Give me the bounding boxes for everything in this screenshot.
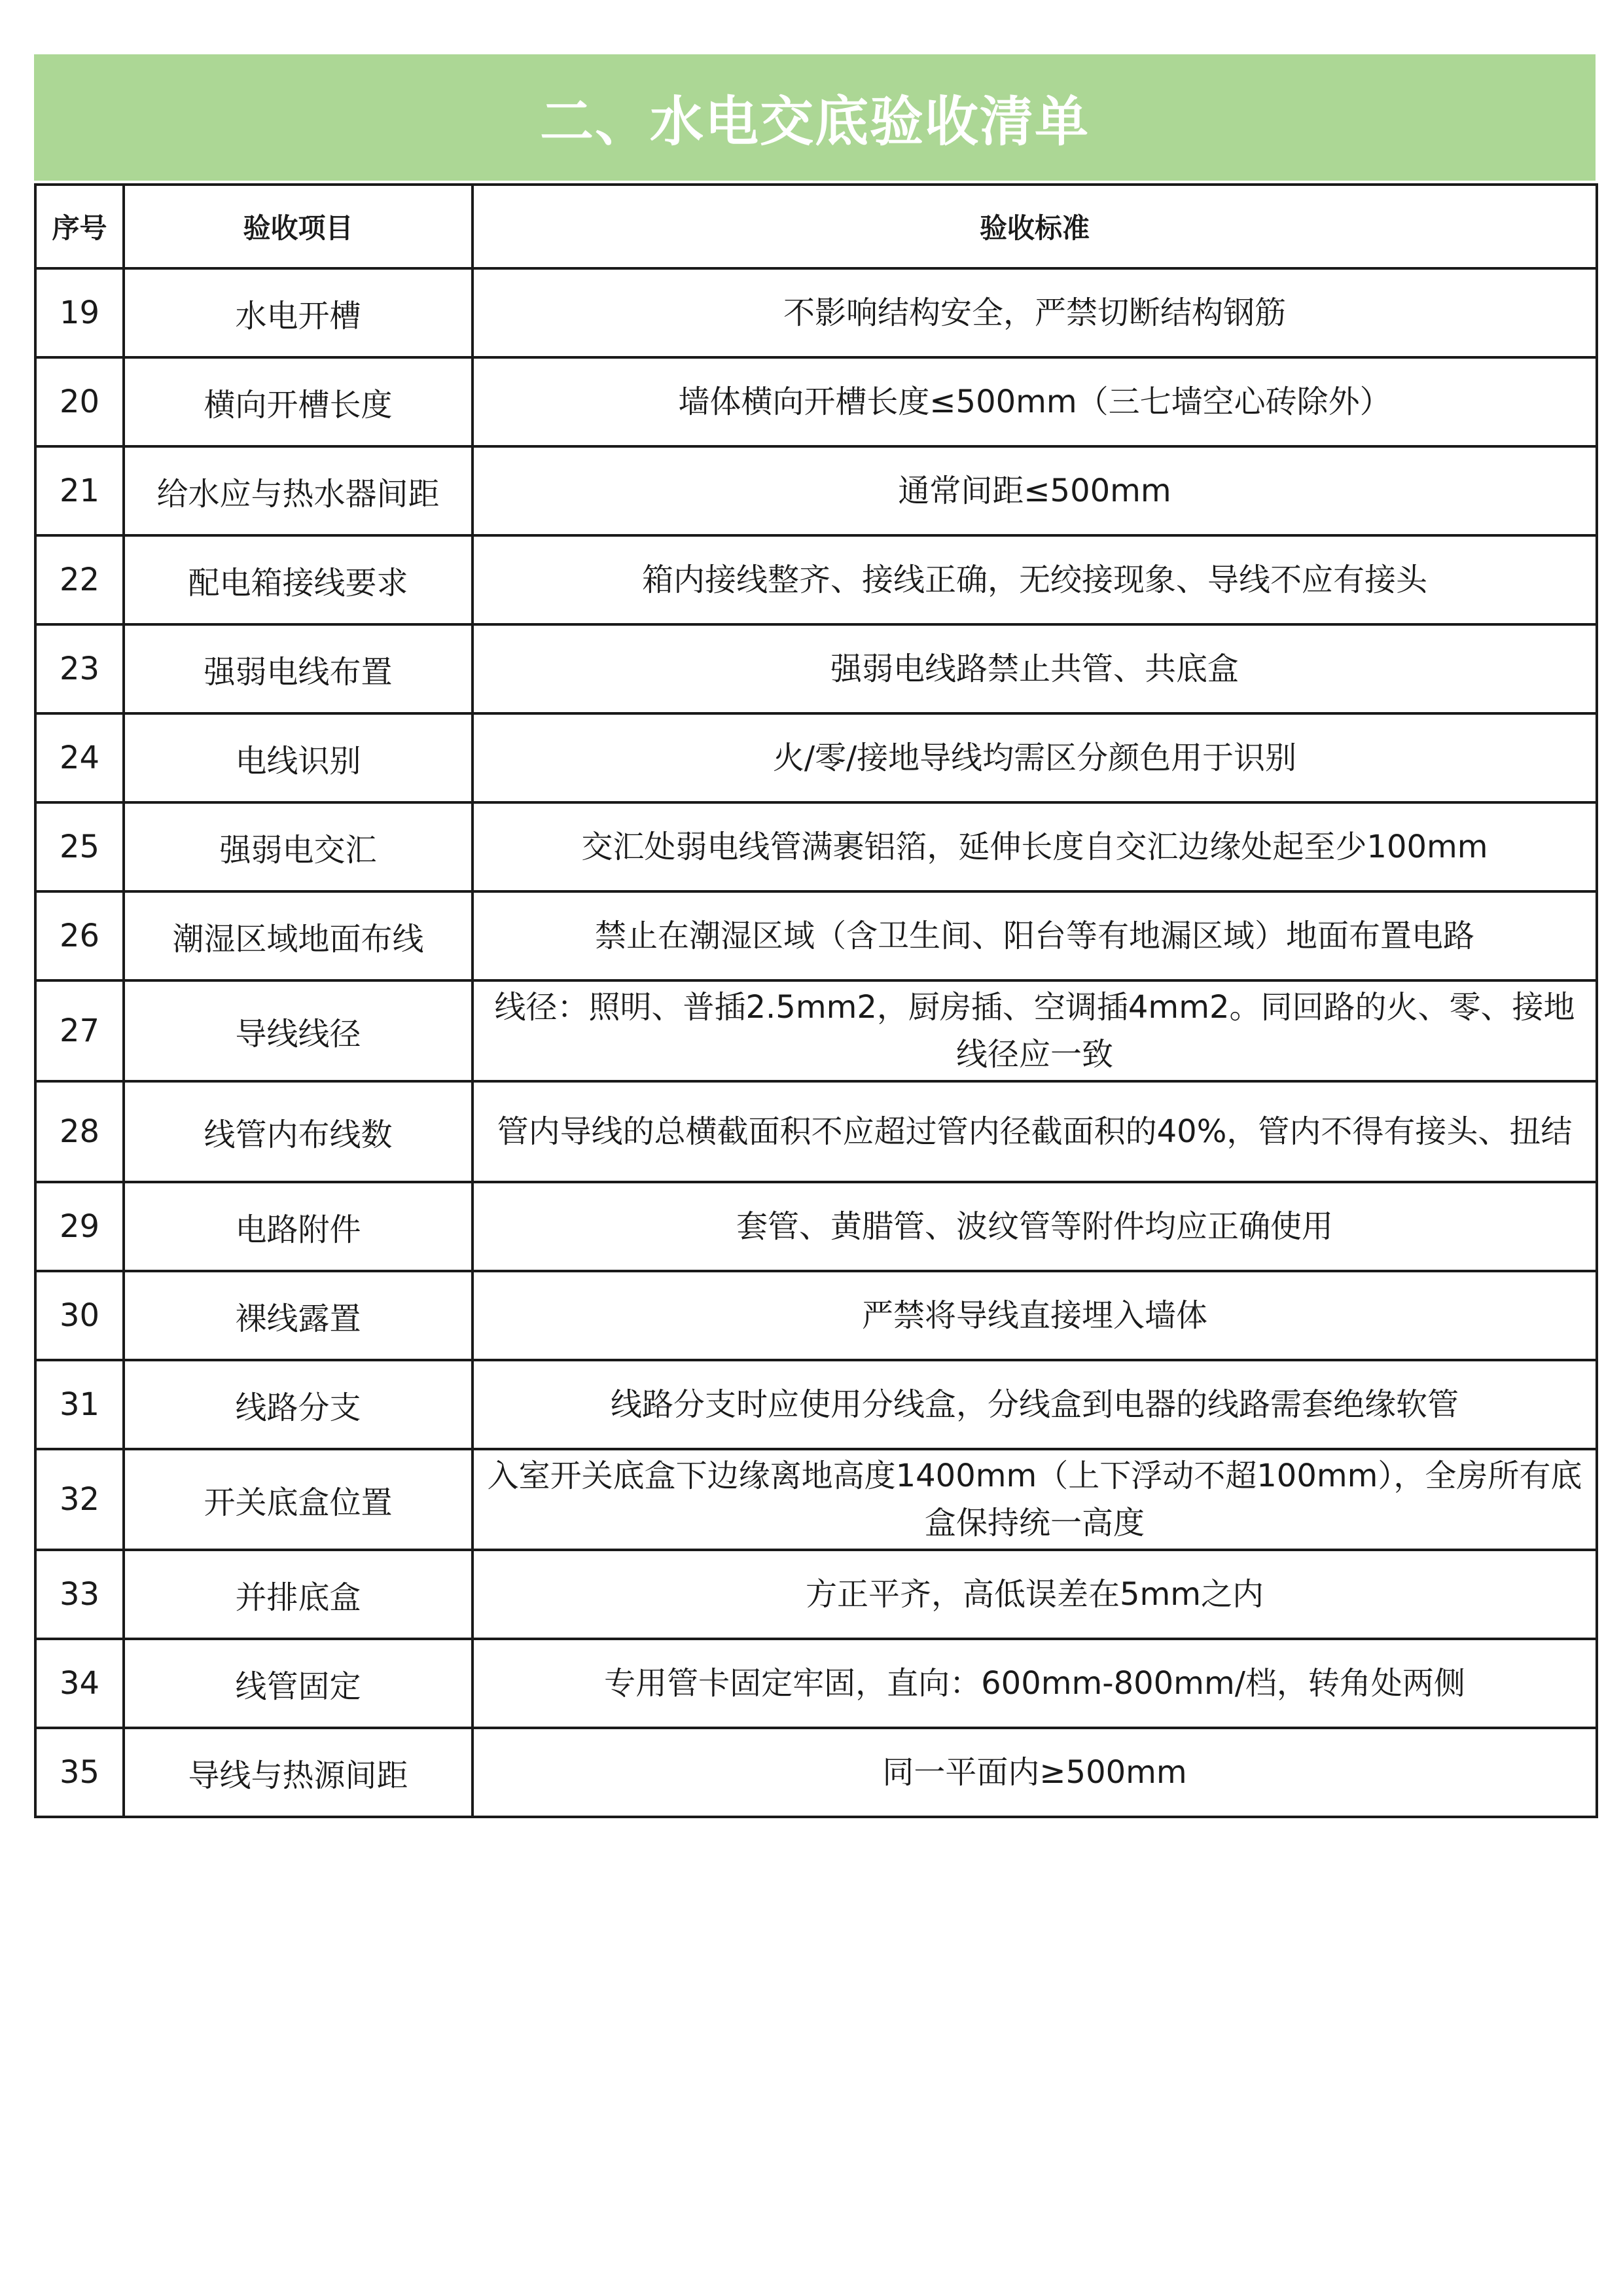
checklist-sheet (34, 54, 1596, 1818)
row-item: 强弱电线布置 (124, 624, 473, 713)
row-no: 19 (35, 268, 124, 357)
row-item: 电路附件 (124, 1182, 473, 1271)
row-standard: 交汇处弱电线管满裹铝箔，延伸长度自交汇边缘处起至少100mm (473, 802, 1597, 891)
row-standard: 不影响结构安全，严禁切断结构钢筋 (473, 268, 1597, 357)
row-standard: 管内导线的总横截面积不应超过管内径截面积的40%，管内不得有接头、扭结 (473, 1081, 1597, 1182)
row-standard: 线径：照明、普插2.5mm2，厨房插、空调插4mm2。同回路的火、零、接地线径应一致 (473, 980, 1597, 1081)
row-no: 20 (35, 357, 124, 446)
row-standard: 箱内接线整齐、接线正确，无绞接现象、导线不应有接头 (473, 535, 1597, 624)
table-row (35, 980, 1597, 1081)
table-row (35, 891, 1597, 980)
row-standard: 强弱电线路禁止共管、共底盒 (473, 624, 1597, 713)
row-item: 线管固定 (124, 1639, 473, 1728)
row-standard: 通常间距≤500mm (473, 446, 1597, 535)
row-no: 21 (35, 446, 124, 535)
table-row (35, 1271, 1597, 1360)
table-row (35, 1728, 1597, 1817)
row-no: 23 (35, 624, 124, 713)
row-item: 并排底盒 (124, 1550, 473, 1639)
row-no: 31 (35, 1360, 124, 1449)
header-standard: 验收标准 (473, 185, 1597, 268)
row-no: 22 (35, 535, 124, 624)
row-standard: 同一平面内≥500mm (473, 1728, 1597, 1817)
row-standard: 方正平齐，高低误差在5mm之内 (473, 1550, 1597, 1639)
checklist-table (34, 183, 1598, 1818)
table-row (35, 357, 1597, 446)
row-item: 配电箱接线要求 (124, 535, 473, 624)
row-item: 横向开槽长度 (124, 357, 473, 446)
table-row (35, 1360, 1597, 1449)
row-item: 开关底盒位置 (124, 1449, 473, 1550)
title-banner (34, 54, 1596, 181)
row-item: 强弱电交汇 (124, 802, 473, 891)
table-row (35, 1182, 1597, 1271)
row-item: 导线与热源间距 (124, 1728, 473, 1817)
row-item: 给水应与热水器间距 (124, 446, 473, 535)
row-no: 29 (35, 1182, 124, 1271)
table-row (35, 713, 1597, 802)
row-item: 潮湿区域地面布线 (124, 891, 473, 980)
table-row (35, 535, 1597, 624)
row-standard: 套管、黄腊管、波纹管等附件均应正确使用 (473, 1182, 1597, 1271)
row-item: 水电开槽 (124, 268, 473, 357)
row-standard: 墙体横向开槽长度≤500mm（三七墙空心砖除外） (473, 357, 1597, 446)
table-row (35, 624, 1597, 713)
page-title: 二、水电交底验收清单 (539, 91, 1090, 153)
header-no: 序号 (35, 185, 124, 268)
row-no: 27 (35, 980, 124, 1081)
table-row (35, 1449, 1597, 1550)
row-no: 32 (35, 1449, 124, 1550)
row-standard: 线路分支时应使用分线盒，分线盒到电器的线路需套绝缘软管 (473, 1360, 1597, 1449)
table-row (35, 1081, 1597, 1182)
row-item: 裸线露置 (124, 1271, 473, 1360)
table-row (35, 1550, 1597, 1639)
row-item: 电线识别 (124, 713, 473, 802)
row-no: 33 (35, 1550, 124, 1639)
row-standard: 入室开关底盒下边缘离地高度1400mm（上下浮动不超100mm），全房所有底盒保持统一高度 (473, 1449, 1597, 1550)
row-item: 导线线径 (124, 980, 473, 1081)
row-no: 25 (35, 802, 124, 891)
table-row (35, 1639, 1597, 1728)
row-no: 30 (35, 1271, 124, 1360)
row-standard: 禁止在潮湿区域（含卫生间、阳台等有地漏区域）地面布置电路 (473, 891, 1597, 980)
row-standard: 专用管卡固定牢固，直向：600mm-800mm/档，转角处两侧 (473, 1639, 1597, 1728)
row-standard: 火/零/接地导线均需区分颜色用于识别 (473, 713, 1597, 802)
header-item: 验收项目 (124, 185, 473, 268)
row-no: 35 (35, 1728, 124, 1817)
row-item: 线管内布线数 (124, 1081, 473, 1182)
table-row (35, 446, 1597, 535)
header-row (35, 185, 1597, 268)
table-row (35, 268, 1597, 357)
table-row (35, 802, 1597, 891)
row-no: 26 (35, 891, 124, 980)
row-standard: 严禁将导线直接埋入墙体 (473, 1271, 1597, 1360)
row-no: 34 (35, 1639, 124, 1728)
row-no: 24 (35, 713, 124, 802)
row-item: 线路分支 (124, 1360, 473, 1449)
row-no: 28 (35, 1081, 124, 1182)
